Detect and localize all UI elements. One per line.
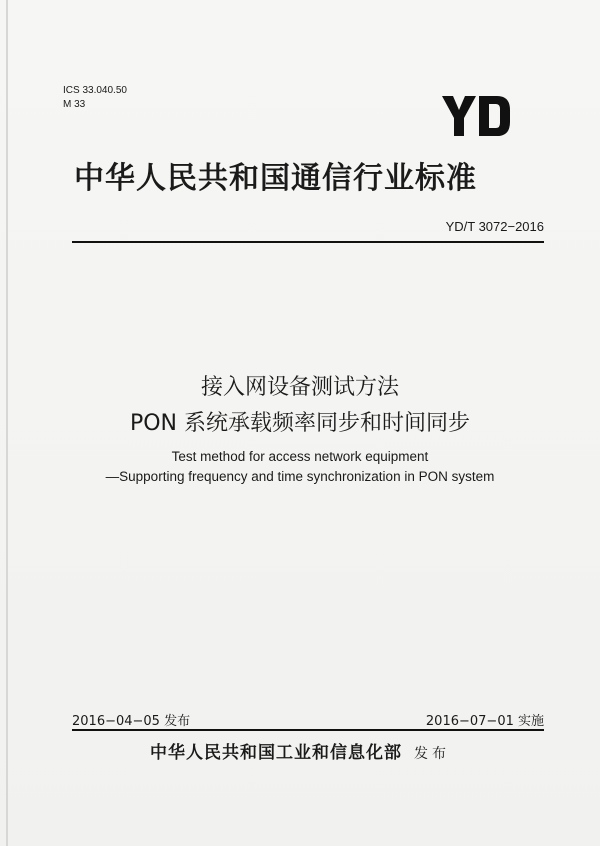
top-rule — [72, 241, 544, 243]
issue-date: 2016−04−05 发布 — [72, 714, 191, 729]
standard-number: YD/T 3072−2016 — [445, 219, 544, 234]
ics-code: ICS 33.040.50 — [63, 85, 127, 96]
title-zh-line2: PON 系统承载频率同步和时间同步 — [129, 411, 471, 436]
classification-block — [63, 84, 127, 112]
bottom-rule — [72, 729, 544, 731]
implementation-date: 2016−07−01 实施 — [425, 714, 544, 729]
title-en-line2: —Supporting frequency and time synchronization in PON system — [105, 469, 495, 484]
issuer-name: 中华人民共和国工业和信息化部 — [150, 743, 402, 763]
class-code: M 33 — [63, 99, 86, 110]
issuer-suffix: 发布 — [414, 746, 450, 762]
standard-category-title: 中华人民共和国通信行业标准 — [74, 161, 477, 196]
yd-logo — [442, 96, 512, 140]
title-en-line1: Test method for access network equipment — [171, 449, 429, 464]
issuer-line — [0, 738, 600, 763]
title-zh-line1: 接入网设备测试方法 — [200, 375, 399, 400]
